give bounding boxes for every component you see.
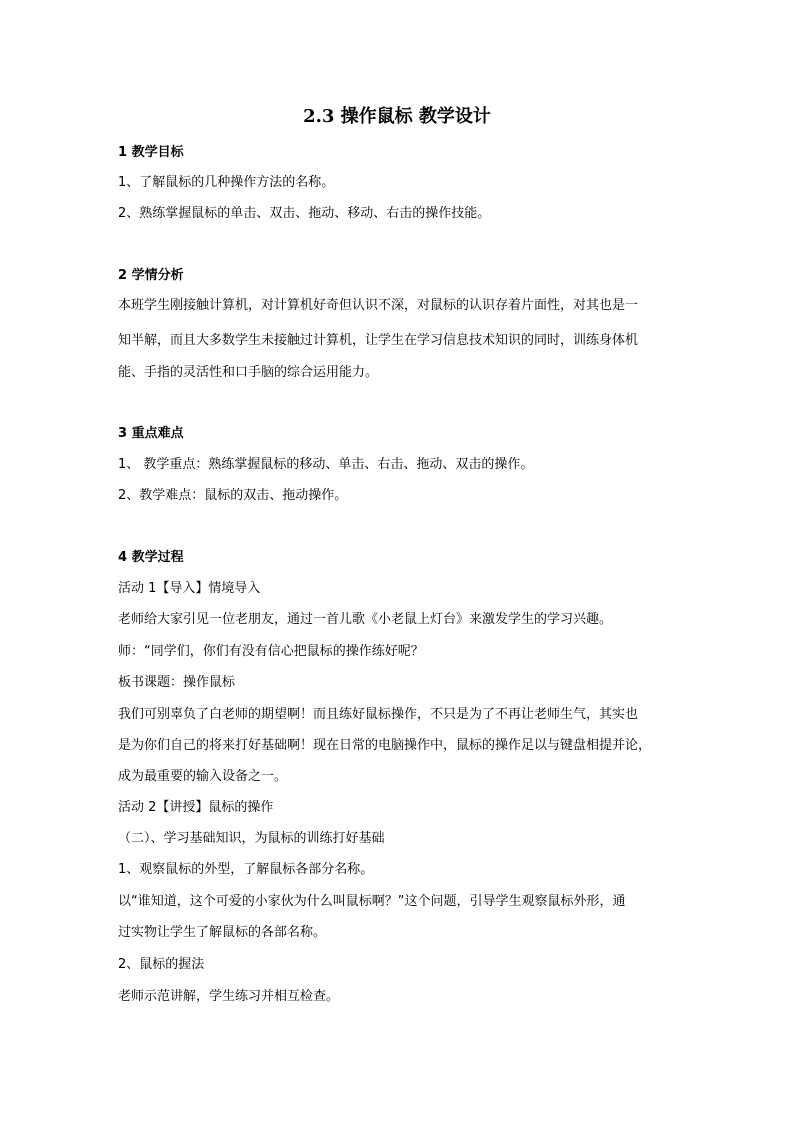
paragraph-line: 过实物让学生了解鼠标的各部名称。 <box>118 925 327 940</box>
section-heading-key-points: 3 重点难点 <box>118 426 184 441</box>
paragraph-line: 活动 1【导入】情境导入 <box>118 581 261 596</box>
paragraph-line: 是为你们自己的将来打好基础啊！现在日常的电脑操作中，鼠标的操作足以与键盘相提并论， <box>118 738 652 753</box>
paragraph-line: 1、 教学重点：熟练掌握鼠标的移动、单击、右击、拖动、双击的操作。 <box>118 457 534 472</box>
paragraph-line: 师：“同学们，你们有没有信心把鼠标的操作练好呢？ <box>118 644 424 659</box>
paragraph-line: 2、鼠标的握法 <box>118 957 205 972</box>
paragraph-line: 能、手指的灵活性和口手脑的综合运用能力。 <box>118 365 379 380</box>
paragraph-line: 2、教学难点：鼠标的双击、拖动操作。 <box>118 488 348 503</box>
paragraph-line: 我们可别辜负了白老师的期望啊！而且练好鼠标操作，不只是为了不再让老师生气，其实也 <box>118 707 639 722</box>
paragraph-line: 老师给大家引见一位老朋友，通过一首儿歌《小老鼠上灯台》来激发学生的学习兴趣。 <box>118 612 613 627</box>
paragraph-line: 成为最重要的输入设备之一。 <box>118 769 288 784</box>
paragraph-line: 老师示范讲解，学生练习并相互检查。 <box>118 989 340 1004</box>
document-title: 2.3 操作鼠标 教学设计 <box>303 106 491 127</box>
paragraph-line: 以“谁知道，这个可爱的小家伙为什么叫鼠标啊？”这个问题，引导学生观察鼠标外形，通 <box>118 894 626 909</box>
section-heading-analysis: 2 学情分析 <box>118 268 184 283</box>
paragraph-line: 2、熟练掌握鼠标的单击、双击、拖动、移动、右击的操作技能。 <box>118 206 491 221</box>
paragraph-line: 1、观察鼠标的外型，了解鼠标各部分名称。 <box>118 862 374 877</box>
paragraph-line: 知半解，而且大多数学生未接触过计算机，让学生在学习信息技术知识的同时，训练身体机 <box>118 333 639 348</box>
section-heading-process: 4 教学过程 <box>118 550 184 565</box>
section-heading-goals: 1 教学目标 <box>118 145 184 160</box>
paragraph-line: 1、了解鼠标的几种操作方法的名称。 <box>118 175 335 190</box>
paragraph-line: 活动 2【讲授】鼠标的操作 <box>118 800 274 815</box>
paragraph-line: 本班学生刚接触计算机，对计算机好奇但认识不深，对鼠标的认识存着片面性，对其也是一 <box>118 298 639 313</box>
paragraph-line: 板书课题：操作鼠标 <box>118 675 236 690</box>
paragraph-line: （二）、学习基础知识，为鼠标的训练打好基础 <box>118 831 385 846</box>
